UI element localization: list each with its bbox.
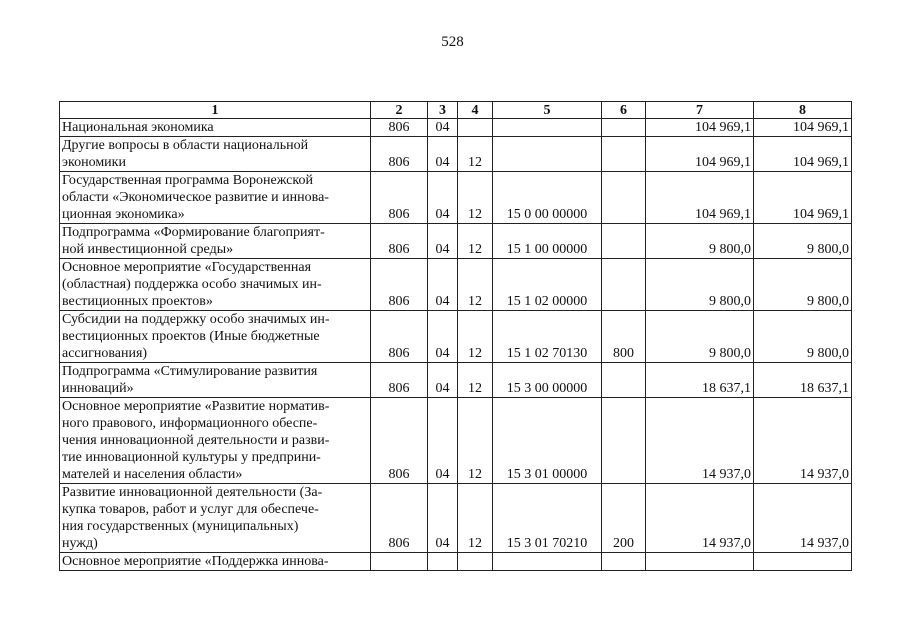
row-col6-cell: 200 [602, 484, 646, 553]
header-col-1: 1 [60, 102, 371, 119]
table-row [60, 137, 852, 172]
row-name-line: ния государственных (муниципальных) [62, 519, 299, 534]
row-col4-cell: 12 [458, 259, 493, 311]
row-col5-cell [493, 553, 602, 571]
row-col4-cell [458, 553, 493, 571]
row-col5-cell: 15 3 01 70210 [493, 484, 602, 553]
row-col7-cell: 9 800,0 [646, 259, 754, 311]
row-name-line: ционная экономика» [62, 207, 185, 222]
table-row [60, 119, 852, 137]
table-row [60, 553, 852, 571]
row-name-line: Подпрограмма «Формирование благоприят- [62, 225, 325, 240]
row-col8-cell: 9 800,0 [754, 224, 852, 259]
row-col6-cell [602, 119, 646, 137]
header-col-6: 6 [602, 102, 646, 119]
budget-table [59, 101, 852, 571]
row-name-line: Основное мероприятие «Государственная [62, 260, 312, 275]
row-col3-cell [428, 553, 458, 571]
row-name-line: Государственная программа Воронежской [62, 173, 313, 188]
table-body [60, 119, 852, 571]
header-row [60, 102, 852, 119]
header-col-2: 2 [371, 102, 428, 119]
row-name-line: вестиционных проектов (Иные бюджетные [62, 329, 320, 344]
row-col7-cell: 14 937,0 [646, 398, 754, 484]
row-col7-cell: 104 969,1 [646, 119, 754, 137]
row-col5-cell: 15 3 01 00000 [493, 398, 602, 484]
row-name-cell [60, 172, 371, 224]
row-col6-cell: 800 [602, 311, 646, 363]
row-col7-cell: 9 800,0 [646, 311, 754, 363]
row-name-cell [60, 119, 371, 137]
header-col-8: 8 [754, 102, 852, 119]
row-col5-cell: 15 1 02 00000 [493, 259, 602, 311]
row-col2-cell: 806 [371, 259, 428, 311]
row-col8-cell: 18 637,1 [754, 363, 852, 398]
row-name-line: ассигнования) [62, 346, 148, 361]
row-col3-cell: 04 [428, 172, 458, 224]
row-name-line: Субсидии на поддержку особо значимых ин- [62, 312, 330, 327]
row-name-line: Другие вопросы в области национальной [62, 138, 309, 153]
page-number: 528 [441, 34, 464, 50]
row-col4-cell: 12 [458, 137, 493, 172]
row-name-cell [60, 224, 371, 259]
row-col6-cell [602, 224, 646, 259]
row-col3-cell: 04 [428, 119, 458, 137]
row-col8-cell: 104 969,1 [754, 172, 852, 224]
row-col5-cell [493, 137, 602, 172]
row-col6-cell [602, 259, 646, 311]
row-col3-cell: 04 [428, 259, 458, 311]
row-name-cell [60, 484, 371, 553]
row-name-line: Основное мероприятие «Развитие норматив- [62, 399, 330, 414]
header-col-5: 5 [493, 102, 602, 119]
row-col2-cell: 806 [371, 172, 428, 224]
row-col5-cell: 15 1 02 70130 [493, 311, 602, 363]
row-name-line: (областная) поддержка особо значимых ин- [62, 277, 322, 292]
row-name-line: экономики [62, 155, 126, 170]
row-col8-cell: 14 937,0 [754, 398, 852, 484]
row-name-cell [60, 259, 371, 311]
row-col2-cell: 806 [371, 311, 428, 363]
row-name-line: Развитие инновационной деятельности (За- [62, 485, 323, 500]
row-col8-cell: 9 800,0 [754, 311, 852, 363]
header-col-7: 7 [646, 102, 754, 119]
table-row [60, 224, 852, 259]
row-col8-cell: 104 969,1 [754, 119, 852, 137]
row-col5-cell [493, 119, 602, 137]
row-col3-cell: 04 [428, 363, 458, 398]
row-name-line: купка товаров, работ и услуг для обеспече- [62, 502, 319, 517]
row-col2-cell: 806 [371, 363, 428, 398]
row-name-line: вестиционных проектов» [62, 294, 213, 309]
row-name-line: чения инновационной деятельности и разви- [62, 433, 330, 448]
row-name-line: Подпрограмма «Стимулирование развития [62, 364, 318, 379]
row-name-line: инноваций» [62, 381, 134, 396]
row-col7-cell: 9 800,0 [646, 224, 754, 259]
table-row [60, 484, 852, 553]
row-col6-cell [602, 137, 646, 172]
row-col4-cell: 12 [458, 484, 493, 553]
row-col5-cell: 15 0 00 00000 [493, 172, 602, 224]
row-name-line: Национальная экономика [62, 120, 214, 135]
row-col4-cell: 12 [458, 363, 493, 398]
row-name-line: области «Экономическое развитие и иннова- [62, 190, 329, 205]
row-col6-cell [602, 172, 646, 224]
row-name-line: нужд) [62, 536, 98, 551]
table-row [60, 311, 852, 363]
row-col3-cell: 04 [428, 137, 458, 172]
row-name-line: тие инновационной культуры у предприни- [62, 450, 321, 465]
row-col7-cell: 104 969,1 [646, 172, 754, 224]
row-col4-cell [458, 119, 493, 137]
row-col3-cell: 04 [428, 484, 458, 553]
header-col-3: 3 [428, 102, 458, 119]
row-name-line: мателей и населения области» [62, 467, 243, 482]
row-name-cell [60, 398, 371, 484]
row-col3-cell: 04 [428, 224, 458, 259]
row-col4-cell: 12 [458, 172, 493, 224]
header-col-4: 4 [458, 102, 493, 119]
row-col6-cell [602, 553, 646, 571]
row-col7-cell: 104 969,1 [646, 137, 754, 172]
row-col5-cell: 15 1 00 00000 [493, 224, 602, 259]
row-col4-cell: 12 [458, 224, 493, 259]
row-col7-cell: 18 637,1 [646, 363, 754, 398]
row-col8-cell: 14 937,0 [754, 484, 852, 553]
row-col6-cell [602, 363, 646, 398]
row-col3-cell: 04 [428, 311, 458, 363]
row-col8-cell: 104 969,1 [754, 137, 852, 172]
row-col4-cell: 12 [458, 398, 493, 484]
row-col7-cell [646, 553, 754, 571]
row-col4-cell: 12 [458, 311, 493, 363]
row-name-cell [60, 137, 371, 172]
row-col3-cell: 04 [428, 398, 458, 484]
table-row [60, 363, 852, 398]
row-col8-cell [754, 553, 852, 571]
row-col2-cell: 806 [371, 119, 428, 137]
table-row [60, 398, 852, 484]
row-name-cell [60, 553, 371, 571]
row-name-cell [60, 363, 371, 398]
row-col2-cell: 806 [371, 224, 428, 259]
row-col2-cell: 806 [371, 398, 428, 484]
row-col8-cell: 9 800,0 [754, 259, 852, 311]
row-name-line: ной инвестиционной среды» [62, 242, 234, 257]
row-col2-cell [371, 553, 428, 571]
row-name-line: Основное мероприятие «Поддержка иннова- [62, 554, 329, 569]
row-col2-cell: 806 [371, 137, 428, 172]
row-name-line: ного правового, информационного обеспе- [62, 416, 318, 431]
row-col7-cell: 14 937,0 [646, 484, 754, 553]
row-col6-cell [602, 398, 646, 484]
table-row [60, 259, 852, 311]
row-col5-cell: 15 3 00 00000 [493, 363, 602, 398]
table-row [60, 172, 852, 224]
row-col2-cell: 806 [371, 484, 428, 553]
row-name-cell [60, 311, 371, 363]
